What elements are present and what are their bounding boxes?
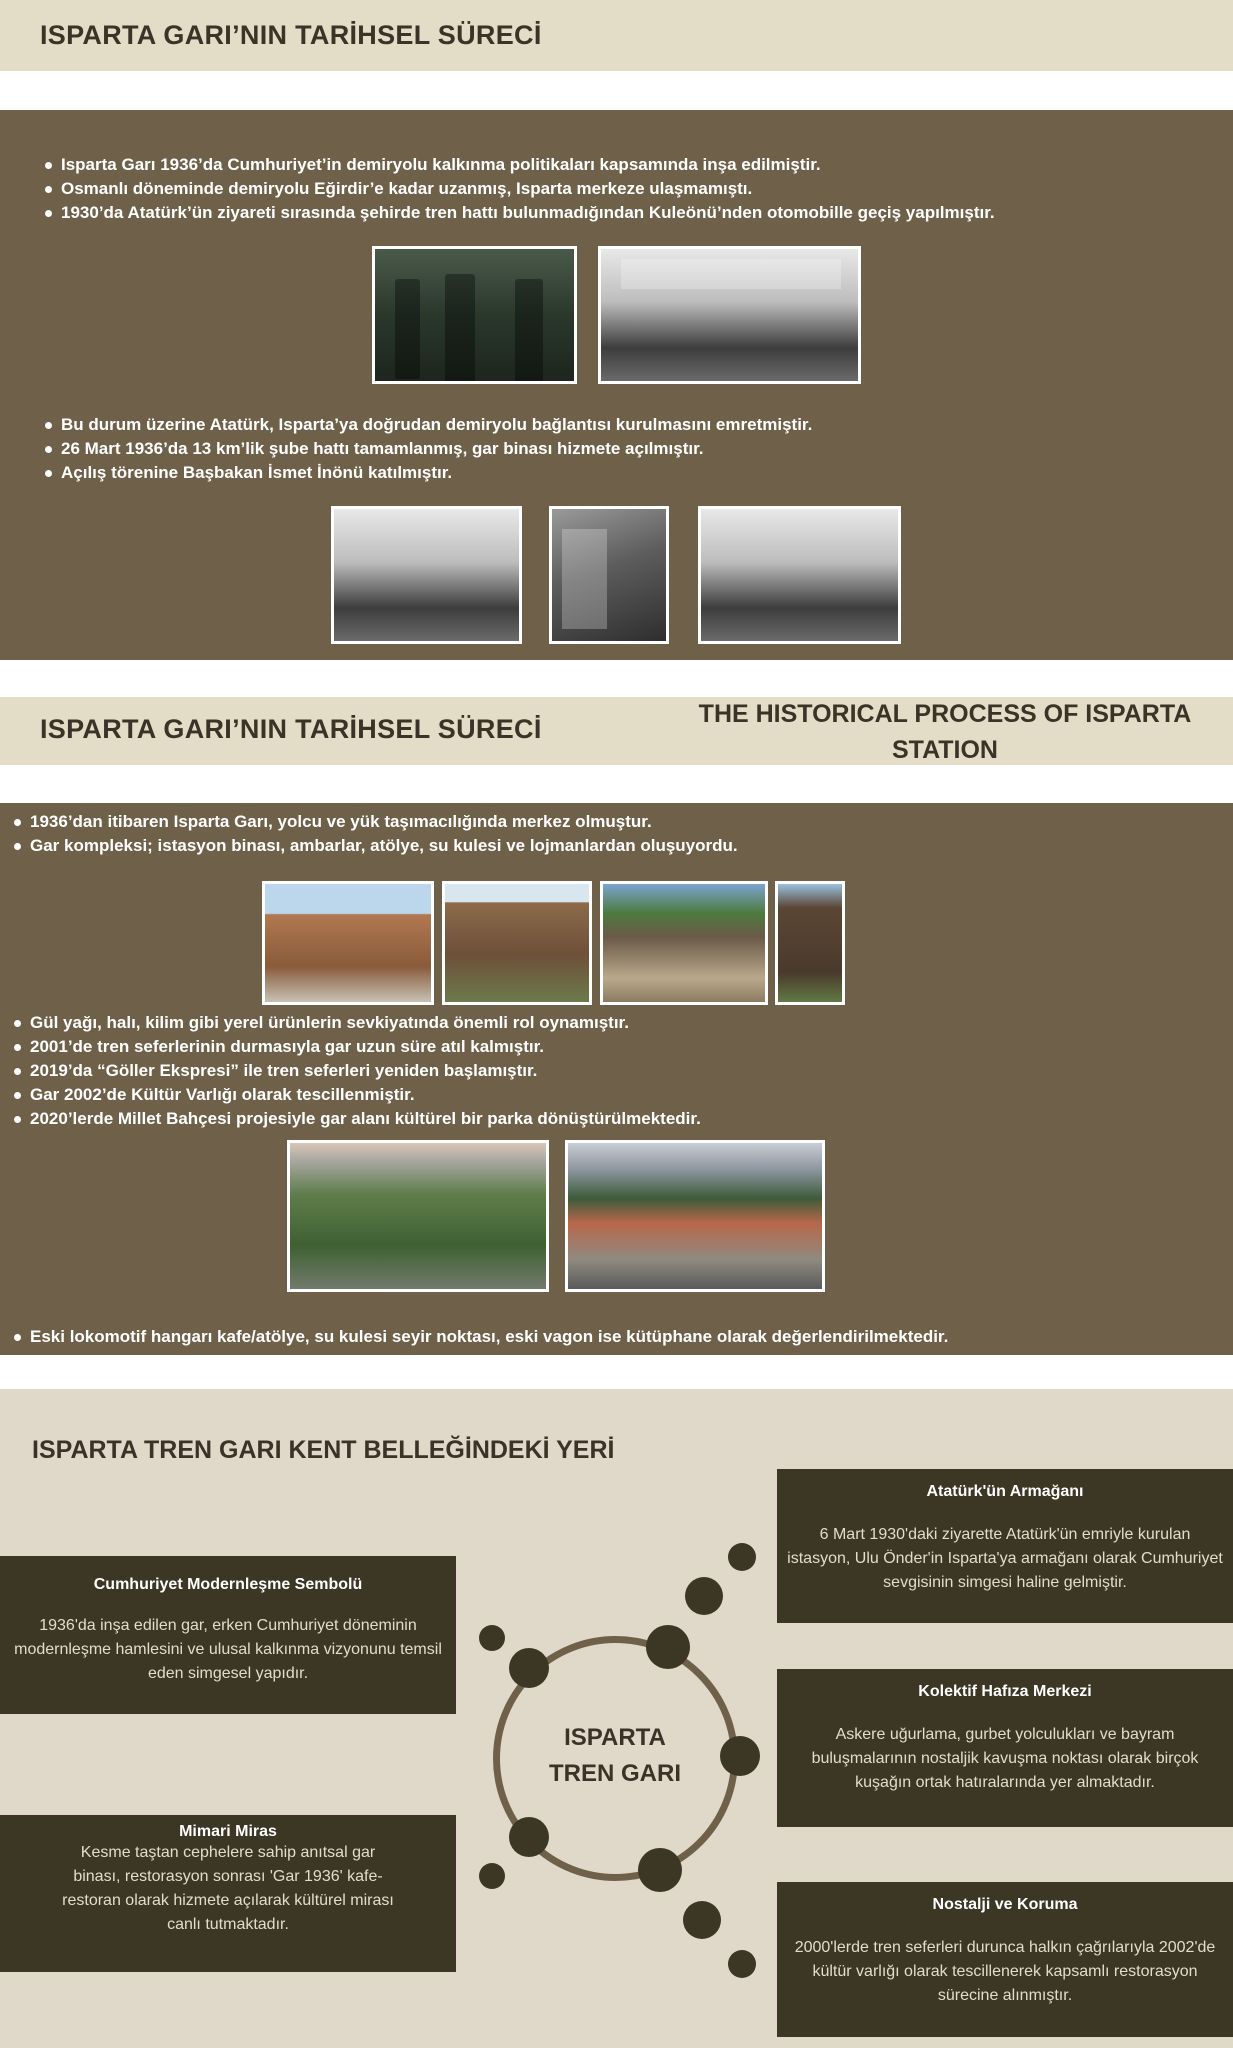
list-item: Isparta Garı 1936’da Cumhuriyet’in demiryolu kalkınma politikaları kapsamında inşa edilmiştir. — [43, 155, 995, 174]
ring-node-lower-left — [509, 1817, 549, 1857]
card-body: 6 Mart 1930'daki ziyarette Atatürk'ün emriyle kurulan istasyon, Ulu Önder'in Isparta'ya armağanı olarak Cumhuriyet sevgisinin simgesi haline gelmiştir. — [787, 1526, 1223, 1591]
section2-title-tr: ISPARTA GARI’NIN TARİHSEL SÜRECİ — [40, 714, 542, 744]
list-item: Osmanlı döneminde demiryolu Eğirdir’e kadar uzanmış, Isparta merkeze ulaşmamıştı. — [43, 179, 995, 198]
photo-ataturk-crowd — [598, 246, 861, 384]
list-item: 26 Mart 1936’da 13 km’lik şube hattı tamamlanmış, gar binası hizmete açılmıştır. — [43, 439, 812, 458]
section2-bullets-a — [12, 812, 738, 860]
ring-node-top — [646, 1625, 690, 1669]
card-title: Cumhuriyet Modernleşme Sembolü — [93, 1576, 363, 1593]
outer-dot — [479, 1863, 505, 1889]
list-item: 2020’lerde Millet Bahçesi projesiyle gar alanı kültürel bir parka dönüştürülmektedir. — [12, 1109, 701, 1128]
outer-dot — [728, 1950, 756, 1978]
center-label-line1: ISPARTA — [564, 1724, 666, 1751]
outer-dot — [685, 1577, 723, 1615]
photo-train-window — [549, 506, 669, 644]
list-item: 2019’da “Göller Ekspresi” ile tren seferleri yeniden başlamıştır. — [12, 1061, 701, 1080]
card-title: Mimari Miras — [179, 1823, 277, 1840]
photo-restored-station — [565, 1140, 825, 1292]
card-republic-symbol — [0, 1556, 456, 1714]
list-item: Bu durum üzerine Atatürk, Isparta’ya doğrudan demiryolu bağlantısı kurulmasını emretmiştir. — [43, 415, 812, 434]
photo-aerial-park — [287, 1140, 549, 1292]
card-collective-memory — [777, 1669, 1233, 1827]
list-item: Eski lokomotif hangarı kafe/atölye, su kulesi seyir noktası, eski vagon ise kütüphane olarak değerlendirilmektedir. — [12, 1327, 948, 1346]
section2-title-en — [660, 696, 1230, 768]
outer-dot — [728, 1543, 756, 1571]
section2-panel — [0, 803, 1233, 1355]
card-architectural-heritage — [0, 1815, 456, 1972]
card-body: 2000'lerde tren seferleri durunca halkın çağrılarıyla 2002'de kültür varlığı olarak tescillenerek kapsamlı restorasyon sürecine alınmıştır. — [794, 1939, 1216, 2004]
card-title: Nostalji ve Koruma — [932, 1896, 1078, 1913]
section3-title: ISPARTA TREN GARI KENT BELLEĞİNDEKİ YERİ — [32, 1436, 615, 1464]
card-title: Kolektif Hafıza Merkezi — [918, 1683, 1092, 1700]
section1-title: ISPARTA GARI’NIN TARİHSEL SÜRECİ — [40, 20, 542, 50]
section1-bullets-a — [43, 155, 995, 227]
section2-title-en-line1: THE HISTORICAL PROCESS OF ISPARTA — [698, 700, 1192, 728]
ring-node-right — [720, 1736, 760, 1776]
photo-locomotive-hangar — [600, 881, 768, 1005]
list-item: Gar kompleksi; istasyon binası, ambarlar, atölye, su kulesi ve lojmanlardan oluşuyordu. — [12, 836, 738, 855]
outer-dot — [683, 1901, 721, 1939]
card-ataturk-gift — [777, 1469, 1233, 1623]
outer-dot — [479, 1625, 505, 1651]
section2-title-en-line2: STATION — [891, 736, 998, 764]
list-item: Gül yağı, halı, kilim gibi yerel ürünlerin sevkiyatında önemli rol oynamıştır. — [12, 1013, 701, 1032]
center-label-line2: TREN GARI — [549, 1760, 681, 1787]
section1-bullets-b — [43, 415, 812, 487]
card-title: Atatürk'ün Armağanı — [926, 1483, 1084, 1500]
center-label — [520, 1720, 710, 1792]
card-nostalgia-preservation — [777, 1882, 1233, 2037]
photo-warehouse — [442, 881, 592, 1005]
ring-node-bottom — [638, 1848, 682, 1892]
list-item: 2001’de tren seferlerinin durmasıyla gar uzun süre atıl kalmıştır. — [12, 1037, 701, 1056]
card-body: Askere uğurlama, gurbet yolculukları ve bayram buluşmalarının nostaljik kavuşma noktası olarak birçok kuşağın ortak hatıralarında yer almaktadır. — [811, 1726, 1199, 1791]
card-body: Kesme taştan cephelere sahip anıtsal gar binası, restorasyon sonrası 'Gar 1936' kafe-restoran olarak hizmete açılarak kültürel mirası canlı tutmaktadır. — [62, 1844, 394, 1933]
photo-ataturk-visit-group — [372, 246, 577, 384]
photo-opening-ceremony — [331, 506, 522, 644]
section1-title-band — [0, 0, 1233, 71]
section2-bullets-b — [12, 1013, 701, 1133]
section1-panel — [0, 110, 1233, 660]
photo-meeting — [698, 506, 901, 644]
section2-bullets-c — [12, 1327, 948, 1351]
list-item: Açılış törenine Başbakan İsmet İnönü katılmıştır. — [43, 463, 812, 482]
photo-water-tower — [775, 881, 845, 1005]
card-body: 1936'da inşa edilen gar, erken Cumhuriyet döneminin modernleşme hamlesini ve ulusal kalkınma vizyonunu temsil eden simgesel yapıdır. — [14, 1617, 442, 1682]
list-item: 1930’da Atatürk’ün ziyareti sırasında şehirde tren hattı bulunmadığından Kuleönü’nden otomobille geçiş yapılmıştır. — [43, 203, 995, 222]
list-item: Gar 2002’de Kültür Varlığı olarak tescillenmiştir. — [12, 1085, 701, 1104]
photo-station-building — [262, 881, 434, 1005]
list-item: 1936’dan itibaren Isparta Garı, yolcu ve yük taşımacılığında merkez olmuştur. — [12, 812, 738, 831]
ring-node-upper-left — [509, 1648, 549, 1688]
